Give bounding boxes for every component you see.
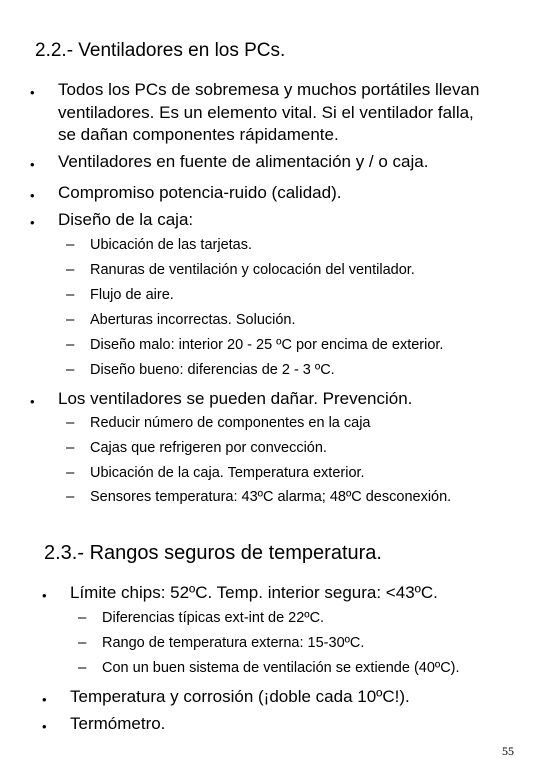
dash-icon: – (66, 286, 75, 303)
dash-icon: – (66, 236, 75, 253)
dash-icon: – (78, 634, 87, 651)
page-number: 55 (502, 744, 514, 758)
bullet-text: Los ventiladores se pueden dañar. Prevención. (58, 389, 413, 408)
dash-icon: – (78, 609, 87, 626)
sub-bullet-text: Reducir número de componentes en la caja (90, 415, 371, 431)
sub-bullet-text: Diferencias típicas ext-int de 22ºC. (102, 610, 325, 626)
section-heading: 2.3.- Rangos seguros de temperatura. (44, 542, 382, 564)
sub-bullet-text: Diseño bueno: diferencias de 2 - 3 ºC. (90, 362, 335, 378)
sub-bullet-text: Cajas que refrigeren por convección. (90, 440, 327, 456)
section-heading: 2.2.- Ventiladores en los PCs. (35, 40, 286, 61)
dash-icon: – (66, 488, 75, 505)
sub-bullet-text: Diseño malo: interior 20 - 25 ºC por encima de exterior. (90, 337, 444, 353)
dash-icon: – (66, 361, 75, 378)
bullet-text-line: Todos los PCs de sobremesa y muchos portátiles llevan (58, 80, 480, 99)
dash-icon: – (66, 261, 75, 278)
sub-bullet-text: Aberturas incorrectas. Solución. (90, 312, 296, 328)
bullet-text: Temperatura y corrosión (¡doble cada 10ºC!). (70, 687, 410, 706)
dash-icon: – (66, 414, 75, 431)
bullet-icon: • (42, 692, 47, 707)
sub-bullet-text: Ubicación de la caja. Temperatura exterior. (90, 465, 365, 481)
bullet-text-line: se dañan componentes rápidamente. (58, 125, 339, 144)
bullet-icon: • (30, 85, 35, 100)
sub-bullet-text: Ranuras de ventilación y colocación del ventilador. (90, 262, 415, 278)
bullet-text-line: ventiladores. Es un elemento vital. Si el ventilador falla, (58, 103, 474, 122)
bullet-icon: • (30, 215, 35, 230)
bullet-icon: • (30, 394, 35, 409)
sub-bullet-text: Ubicación de las tarjetas. (90, 237, 252, 253)
sub-bullet-text: Sensores temperatura: 43ºC alarma; 48ºC desconexión. (90, 489, 452, 505)
bullet-text: Diseño de la caja: (58, 210, 194, 229)
sub-bullet-text: Flujo de aire. (90, 287, 174, 303)
bullet-icon: • (42, 588, 47, 603)
sub-bullet-text: Rango de temperatura externa: 15-30ºC. (102, 635, 365, 651)
bullet-icon: • (42, 719, 47, 734)
dash-icon: – (66, 464, 75, 481)
bullet-text: Compromiso potencia-ruido (calidad). (58, 183, 342, 202)
bullet-text: Termómetro. (70, 714, 166, 733)
bullet-icon: • (30, 157, 35, 172)
sub-bullet-text: Con un buen sistema de ventilación se extiende (40ºC). (102, 660, 460, 676)
bullet-text: Ventiladores en fuente de alimentación y / o caja. (58, 152, 429, 171)
dash-icon: – (66, 439, 75, 456)
bullet-icon: • (30, 188, 35, 203)
dash-icon: – (66, 336, 75, 353)
dash-icon: – (78, 659, 87, 676)
dash-icon: – (66, 311, 75, 328)
bullet-text: Límite chips: 52ºC. Temp. interior segura: <43ºC. (70, 583, 438, 602)
